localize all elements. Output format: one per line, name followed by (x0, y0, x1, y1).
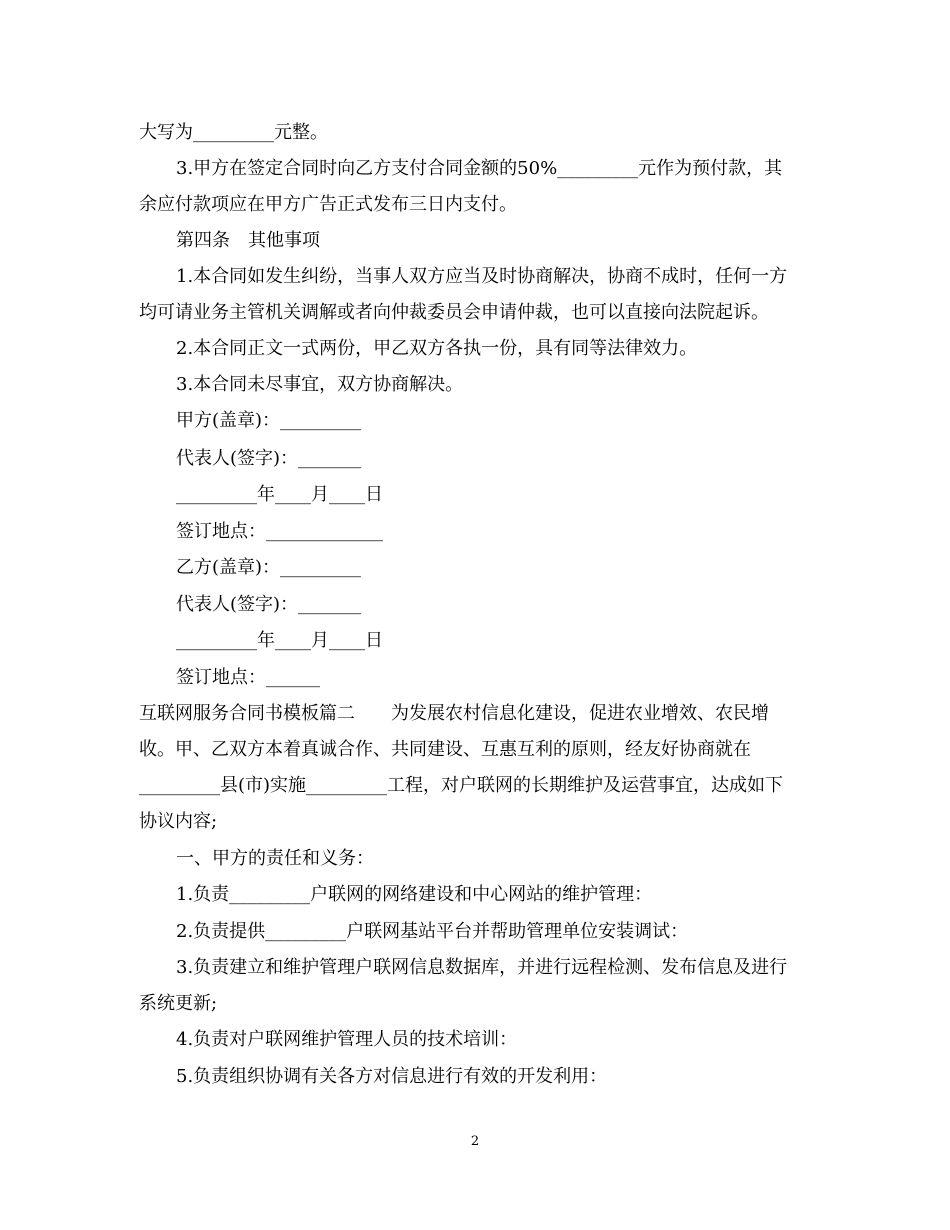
text-line: 3.甲方在签定合同时向乙方支付合同金额的50%_________元作为预付款，其 (176, 158, 783, 179)
party-a-seal-line: 甲方(盖章)：_________ (176, 410, 362, 431)
text-line: 收。甲、乙双方本着真诚合作、共同建设、互惠互利的原则，经友好协商就在 (139, 739, 751, 760)
party-b-seal-line: 乙方(盖章)：_________ (176, 557, 362, 578)
text-line: _________县(市)实施_________工程，对户联网的长期维护及运营事宜，达成如下 (139, 775, 784, 796)
text-line: 2.本合同正文一式两份，甲乙双方各执一份，具有同等法律效力。 (176, 338, 698, 359)
text-line: 3.本合同未尽事宜，双方协商解决。 (176, 374, 464, 395)
party-a-place-line: 签订地点：_____________ (176, 521, 383, 542)
text-line: 均可请业务主管机关调解或者向仲裁委员会申请仲裁，也可以直接向法院起诉。 (139, 302, 769, 323)
text-line: 协议内容; (139, 811, 218, 832)
list-item: 4.负责对户联网维护管理人员的技术培训： (176, 1029, 518, 1050)
text-line: 余应付款项应在甲方广告正式发布三日内支付。 (139, 194, 517, 215)
party-b-place-line: 签订地点：______ (176, 667, 320, 688)
section-heading: 第四条 其他事项 (176, 230, 320, 251)
text-line: 互联网服务合同书模板篇二 为发展农村信息化建设，促进农业增效、农民增 (139, 703, 769, 724)
party-b-date-line: _________年____月____日 (176, 630, 383, 651)
list-item: 2.负责提供_________户联网基站平台并帮助管理单位安装调试： (176, 921, 689, 942)
section-heading: 一、甲方的责任和义务： (176, 848, 374, 869)
text-line: 系统更新; (139, 993, 218, 1014)
party-b-rep-line: 代表人(签字)：_______ (176, 594, 362, 615)
party-a-rep-line: 代表人(签字)：_______ (176, 448, 362, 469)
text-line: 大写为_________元整。 (139, 122, 328, 143)
party-a-date-line: _________年____月____日 (176, 484, 383, 505)
page-number: 2 (470, 1134, 480, 1149)
list-item: 5.负责组织协调有关各方对信息进行有效的开发利用： (176, 1066, 608, 1087)
list-item: 3.负责建立和维护管理户联网信息数据库，并进行远程检测、发布信息及进行 (176, 957, 788, 978)
text-line: 1.本合同如发生纠纷，当事人双方应当及时协商解决，协商不成时，任何一方 (176, 266, 788, 287)
list-item: 1.负责_________户联网的网络建设和中心网站的维护管理： (176, 884, 653, 905)
